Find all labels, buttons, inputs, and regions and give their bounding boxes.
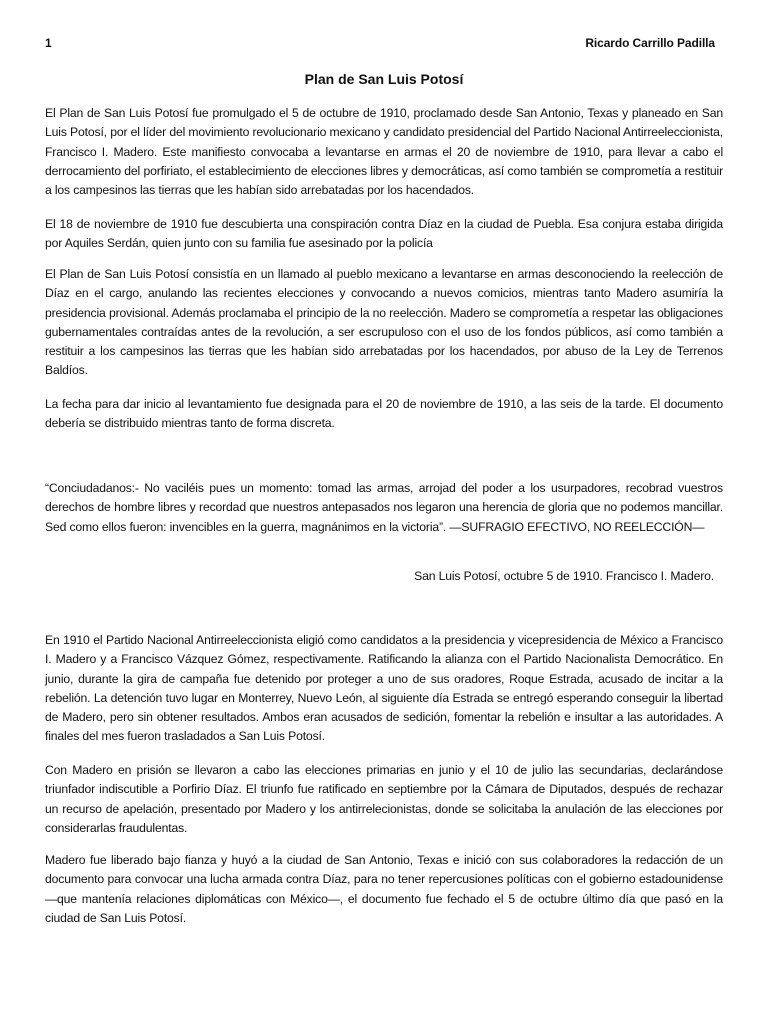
author-name: Ricardo Carrillo Padilla — [585, 36, 715, 50]
paragraph-madero-release: Madero fue liberado bajo fianza y huyó a la ciudad de San Antonio, Texas e inició con sus colaboradores la redacción de un documento para convocar una lucha armada contra Díaz, para no tener repercusiones políticas con el gobierno estadounidense —que mantenía relaciones diplomáticas con México—, el documento fue fechado el 5 de octubre último día que pasó en la ciudad de San Luis Potosí. — [45, 853, 723, 925]
paragraph-plan-content: El Plan de San Luis Potosí consistía en un llamado al pueblo mexicano a levantarse en armas desconociendo la reelección de Díaz en el cargo, anulando las recientes elecciones y convocando a nuevos comicios, mientras tanto Madero asumiría la presidencia provisional. Además proclamaba el principio de la no reelección. Madero se comprometía a respetar las obligaciones gubernamentales contraídas antes de la revolución, a ser escrupuloso con el uso de los fondos públicos, así como también a restituir a los campesinos las tierras que les habían sido arrebatadas por los hacendados, por abuso de la Ley de Terrenos Baldíos. — [45, 267, 723, 378]
paragraph-conspiracy: El 18 de noviembre de 1910 fue descubierta una conspiración contra Díaz en la ciudad de Puebla. Esa conjura estaba dirigida por Aquiles Serdán, quien junto con su familia fue asesinado por la policía — [45, 217, 723, 251]
paragraph-start-date: La fecha para dar inicio al levantamiento fue designada para el 20 de noviembre de 1910, a las seis de la tarde. El documento debería se distribuido mientras tanto de forma discreta. — [45, 397, 723, 431]
page-header — [45, 36, 715, 56]
paragraph-intro: El Plan de San Luis Potosí fue promulgado el 5 de octubre de 1910, proclamado desde San Antonio, Texas y planeado en San Luis Potosí, por el líder del movimiento revolucionario mexicano y candidato presidencial del Partido Nacional Antirreeleccionista, Francisco I. Madero. Este manifiesto convocaba a levantarse en armas el 20 de noviembre de 1910, para llevar a cabo el derrocamiento del porfiriato, el establecimiento de elecciones libres y democráticas, así como también se comprometía a restituir a los campesinos las tierras que les habían sido arrebatadas por los hacendados. — [45, 106, 723, 198]
paragraph-madero-prison: Con Madero en prisión se llevaron a cabo las elecciones primarias en junio y el 10 de julio las secundarias, declarándose triunfador indiscutible a Porfirio Díaz. El triunfo fue ratificado en septiembre por la Cámara de Diputados, después de rechazar un recurso de apelación, presentado por Madero y los antirrelecionistas, donde se solicitaba la anulación de las elecciones por considerarlas fraudulentas. — [45, 763, 723, 835]
paragraph-elections-1910: En 1910 el Partido Nacional Antirreeleccionista eligió como candidatos a la presidencia y vicepresidencia de México a Francisco I. Madero y a Francisco Vázquez Gómez, respectivamente. Ratificando la alianza con el Partido Nacionalista Democrático. En junio, durante la gira de campaña fue detenido por proteger a uno de sus oradores, Roque Estrada, acusado de incitar a la rebelión. La detención tuvo lugar en Monterrey, Nuevo León, al siguiente día Estrada se entregó esperando conseguir la libertad de Madero, pero sin obtener resultados. Ambos eran acusados de sedición, fomentar la rebelión e insultar a las autoridades. A finales del mes fueron trasladados a San Luis Potosí. — [45, 633, 723, 744]
signature-line: San Luis Potosí, octubre 5 de 1910. Francisco I. Madero. — [414, 569, 714, 583]
quote-block: “Conciudadanos:- No vaciléis pues un momento: tomad las armas, arrojad del poder a los usurpadores, recobrad vuestros derechos de hombre libres y recordad que nuestros antepasados nos legaron una herencia de gloria que no podemos mancillar. Sed como ellos fueron: invencibles en la guerra, magnánimos en la victoria”. —SUFRAGIO EFECTIVO, NO REELECCIÓN— — [45, 481, 723, 534]
document-title: Plan de San Luis Potosí — [304, 71, 464, 87]
page-number: 1 — [45, 36, 52, 50]
